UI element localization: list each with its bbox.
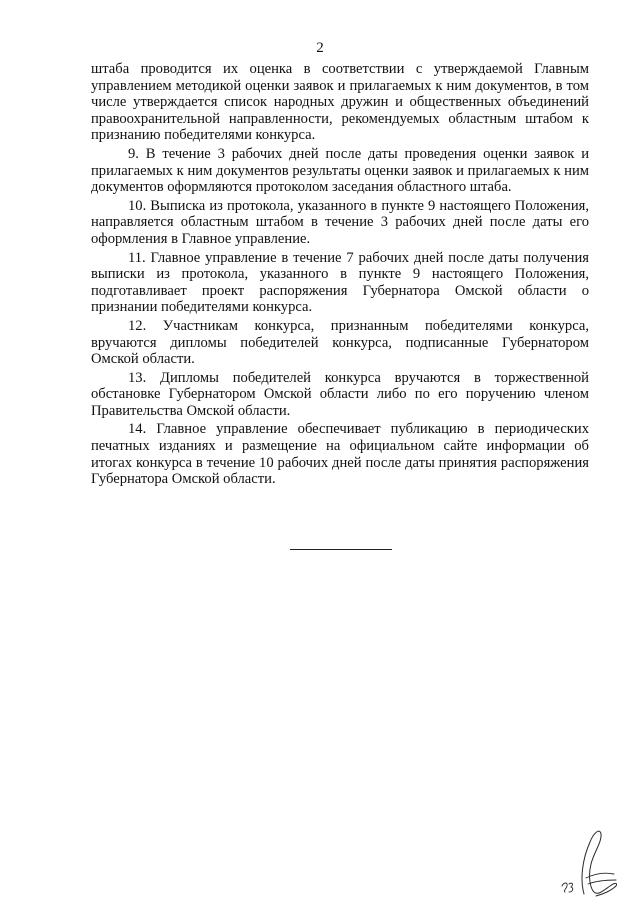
end-of-text-divider: [290, 549, 392, 550]
paragraph-item-13: 13. Дипломы победителей конкурса вручаются в торжественной обстановке Губернатором Омской области либо по его поручению членом Правительства Омской области.: [91, 369, 589, 419]
document-body: [91, 61, 589, 490]
paragraph-continuation: штаба проводится их оценка в соответствии с утверждаемой Главным управлением методикой оценки заявок и прилагаемых к ним документов, в том числе утверждается список народных дружин и общественных объединений правоохранительной направленности, рекомендуемых областным штабом к признанию победителями конкурса.: [91, 61, 589, 144]
paragraph-item-9: 9. В течение 3 рабочих дней после даты проведения оценки заявок и прилагаемых к ним документов результаты оценки заявок и прилагаемых к ним документов оформляются протоколом заседания областного штаба.: [91, 145, 589, 196]
page-number: 2: [316, 40, 324, 56]
paragraph-item-12: 12. Участникам конкурса, признанным победителями конкурса, вручаются дипломы победителей конкурса, подписанные Губернатором Омской области.: [91, 317, 589, 368]
paragraph-item-11: 11. Главное управление в течение 7 рабочих дней после даты получения выписки из протокола, указанного в пункте 9 настоящего Положения, подготавливает проект распоряжения Губернатора Омской области о признании победителями конкурса.: [91, 249, 589, 316]
paragraph-item-10: 10. Выписка из протокола, указанного в пункте 9 настоящего Положения, направляется областным штабом в течение 3 рабочих дней после даты его оформления в Главное управление.: [91, 197, 589, 247]
paragraph-item-14: 14. Главное управление обеспечивает публикацию в периодических печатных изданиях и размещение на официальном сайте информации об итогах конкурса в течение 10 рабочих дней после даты принятия распоряжения Губернатора Омской области.: [91, 421, 589, 488]
handwritten-signature: [560, 820, 620, 900]
